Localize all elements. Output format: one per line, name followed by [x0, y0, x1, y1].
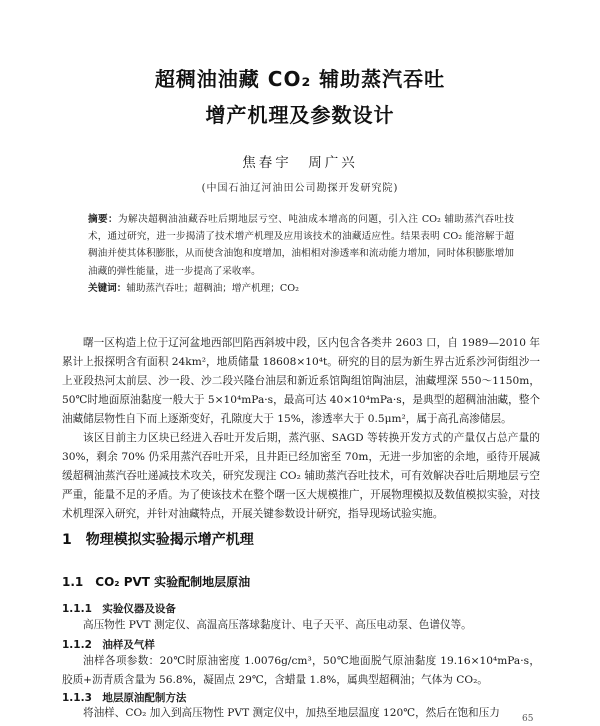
abstract-label: 摘要： — [88, 214, 119, 225]
body-paragraph: 将油样、CO₂ 加入到高压物性 PVT 测定仪中，加热至地层温度 120℃，然后在饱和压力 — [83, 707, 500, 719]
body-paragraph: 油样各项参数：20℃时原油密度 1.0076g/cm³，50℃地面脱气原油黏度 19.16×10⁴mPa·s，胶质+沥青质含量为 56.8%，凝固点 29℃，含蜡量 1.8%，属典型超稠油；气体为 CO₂。 — [62, 655, 540, 686]
subsection-heading-1-1-2: 1.1.2 油样及气样 — [62, 639, 155, 651]
body-paragraph: 曙一区构造上位于辽河盆地西部凹陷西斜坡中段，区内包含各类井 2603 口，自 1989—2010 年累计上报探明含有面积 24km²，地质储量 18608×10⁴t。研究的目的层为新生界古近系沙河街组沙一上亚段热河太前层、沙一段、沙二段兴隆台油层和新近系馆陶组馆陶油层，油藏埋深 550～1150m，50℃时地面原油黏度一般大于 5×10⁴mPa·s，最高可达 40×10⁴mPa·s，是典型的超稠油油藏，整个油藏储层物性自下而上逐渐变好，孔隙度大于 15%，渗透率大于 0.5μm²，属于高孔高渗储层。 — [62, 337, 540, 425]
paper-title-line2: 增产机理及参数设计 — [205, 103, 395, 127]
paper-title-line1: 超稠油油藏 CO₂ 辅助蒸汽吞吐 — [154, 67, 446, 91]
page-number: 65 — [522, 714, 534, 724]
introduction — [62, 334, 540, 524]
keywords-label: 关键词： — [88, 282, 127, 294]
keywords-text: 辅助蒸汽吞吐；超稠油；增产机理；CO₂ — [126, 282, 299, 294]
subsection-heading-1-1-3: 1.1.3 地层原油配制方法 — [62, 692, 187, 704]
abstract-text: 为解决超稠油油藏吞吐后期地层亏空、吨油成本增高的问题，引入注 CO₂ 辅助蒸汽吞吐技术，通过研究，进一步揭清了技术增产机理及应用该技术的油藏适应性。结果表明 CO₂ 能溶解于超稠油并使其体积膨胀，从而使含油饱和度增加，油相相对渗透率和流动能力增加，同时体积膨胀增加油藏的弹性能量，进一步提高了采收率。 — [88, 214, 515, 277]
subsection-text-1-1-1 — [62, 616, 540, 635]
subsection-heading-1-1-1: 1.1.1 实验仪器及设备 — [62, 603, 176, 615]
subsection-text-1-1-2 — [62, 652, 540, 690]
affiliation: (中国石油辽河油田公司勘探开发研究院) — [201, 183, 399, 194]
keywords — [88, 280, 514, 297]
authors: 焦春宇 周广兴 — [242, 155, 358, 171]
section-heading-1-1: 1.1 CO₂ PVT 实验配制地层原油 — [62, 575, 251, 589]
subsection-text-1-1-3 — [62, 704, 540, 723]
abstract — [88, 211, 514, 297]
body-paragraph: 高压物性 PVT 测定仪、高温高压落球黏度计、电子天平、高压电动泵、色谱仪等。 — [83, 619, 472, 631]
body-paragraph: 该区目前主力区块已经进入吞吐开发后期，蒸汽驱、SAGD 等转换开发方式的产量仅占总产量的 30%，剩余 70% 仍采用蒸汽吞吐开采，且井距已经加密至 70m，无进一步加密的余地，亟待开展减缓超稠油蒸汽吞吐递减技术攻关，研究发现注 CO₂ 辅助蒸汽吞吐技术，可有效解决吞吐后期地层亏空严重，能量不足的矛盾。为了使该技术在整个曙一区大规模推广，开展物理模拟及数值模拟实验，对技术机理深入研究，并针对油藏特点，开展关键参数设计研究，指导现场试验实施。 — [62, 432, 540, 520]
section-heading-1: 1 物理模拟实验揭示增产机理 — [62, 532, 254, 548]
